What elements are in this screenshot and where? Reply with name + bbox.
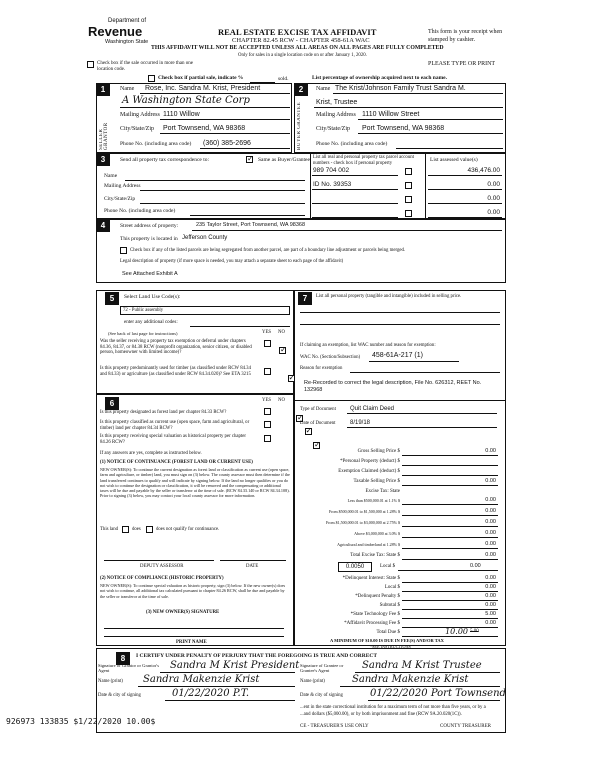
doc-type[interactable]: Quit Claim Deed	[350, 406, 395, 412]
parcel-line	[312, 217, 398, 218]
parcel-id[interactable]: ID No. 39353	[313, 181, 352, 188]
fee-row-value[interactable]: 0.00	[485, 593, 496, 599]
personal-property-line2[interactable]	[300, 324, 500, 325]
section-6-number: 6	[105, 397, 119, 410]
personal-property-checkbox[interactable]	[405, 168, 412, 175]
local-label: Local $	[380, 564, 396, 569]
treasurer-only: CE - TREASURER'S USE ONLY	[300, 724, 369, 729]
fee-row-line	[402, 600, 498, 601]
does-checkbox[interactable]	[122, 526, 129, 533]
s5-q1-yes[interactable]	[264, 340, 271, 347]
tax-row-value[interactable]: 0.00	[485, 552, 496, 558]
street-label: Street address of property:	[120, 223, 179, 229]
doc-date[interactable]: 8/19/18	[350, 420, 371, 426]
reason-text[interactable]: Re-Recorded to correct the legal description, File No. 626312, REET No. 132968	[304, 380, 482, 393]
s5-q2-yes[interactable]	[264, 368, 271, 375]
buyer-mail-line	[358, 119, 503, 120]
tax-row-line	[402, 475, 498, 476]
personal-property-checkbox[interactable]	[405, 196, 412, 203]
section-2-number: 2	[294, 83, 308, 96]
seller-city[interactable]: Port Townsend, WA 98368	[163, 125, 246, 132]
deputy-label: DEPUTY ASSESSOR	[140, 564, 184, 569]
perjury-line2: ...and dollars ($5,000.00), or by both imprisonment and fine (RCW 9A.20.020(1C)).	[300, 712, 462, 717]
s5-yes-header: YES	[262, 330, 272, 335]
grantor-print-name[interactable]: Sandra Makenzie Krist	[143, 674, 260, 685]
new-owner-sig-label: (3) NEW OWNER(S) SIGNATURE	[146, 610, 220, 615]
fee-row-value[interactable]: 0.00	[485, 602, 496, 608]
corr-city-label: City/State/Zip	[104, 196, 136, 202]
s6-q1-yes[interactable]	[264, 408, 271, 415]
fee-row-line	[402, 609, 498, 610]
seller-phone-line	[200, 148, 290, 149]
parcel-line	[312, 189, 398, 190]
personal-property-checkbox[interactable]	[405, 210, 412, 217]
section-4-number: 4	[96, 219, 110, 232]
grantee-print-name[interactable]: Sandra Makenzie Krist	[352, 674, 469, 685]
type-or-print: PLEASE TYPE OR PRINT	[428, 61, 496, 67]
seller-phone[interactable]: (360) 385-2696	[203, 140, 251, 147]
s6-q3: Is this property receiving special valuation as historical property per chapter 84.26 RCW?	[100, 434, 246, 445]
section-8-number: 8	[116, 652, 130, 665]
tax-row-line	[402, 485, 498, 486]
assessed-line	[428, 217, 502, 218]
seller-phone-label: Phone No. (including area code)	[120, 141, 192, 147]
receipt-note: This form is your receipt when stamped by cashier.	[428, 29, 503, 43]
notice1-body: NEW OWNER(S): To continue the current designation as forest land or classification as current use (open space, farm and agriculture, or timber) land, you must sign on (3) below. The county assessor must then determine if the land transferred continues to qualify and will indicate by signing below. If the land no longer qualifies or you do not wish to continue the designation or classification, it will be removed and the compensating or additional taxes will be due and payable by the seller or transferor at the time of sale. (RCW 84.33.140 or RCW 84.34.108). Prior to signing (3) below, you may contact your local county assessor for more information.	[100, 467, 290, 499]
section-3-number: 3	[96, 153, 110, 166]
grantee-date-city[interactable]: 01/22/2020 Port Townsend	[370, 688, 506, 699]
form-warning: THIS AFFIDAVIT WILL NOT BE ACCEPTED UNLESS ALL AREAS ON ALL PAGES ARE FULLY COMPLETED	[151, 45, 444, 51]
corr-divider2	[425, 153, 426, 219]
assessed-value[interactable]: 0.00	[487, 181, 500, 188]
tax-row-value[interactable]: 0.00	[485, 508, 496, 514]
address-line	[192, 230, 502, 231]
notice2-body: NEW OWNER(S): To continue special valuation as historic property, sign (3) below. If the new owner(s) does not wish to continue, all additional tax calculated pursuant to chapter 84.26 RCW, shall be due and payable by the seller or transferor at the time of sale.	[100, 583, 286, 599]
s5-q1-no[interactable]	[279, 347, 286, 354]
s6-q2-yes[interactable]	[264, 421, 271, 428]
seller-city-line	[160, 133, 290, 134]
only-for-note: Only for sales in a single location code on or after January 1, 2020.	[238, 53, 367, 58]
total-due[interactable]: 10.00	[445, 627, 468, 636]
personal-property-line1[interactable]	[300, 312, 500, 313]
buyer-name2-line	[314, 107, 503, 108]
deputy-date-line[interactable]	[220, 560, 286, 561]
legal-description[interactable]: See Attached Exhibit A	[122, 271, 178, 277]
correspondence-label: Send all property tax correspondence to:	[120, 157, 210, 163]
tax-row-label: From $500,000.01 to $1,500,000 at 1.28% $	[329, 509, 400, 514]
additional-codes-line[interactable]	[190, 326, 290, 327]
tax-row-value[interactable]: 0.00	[485, 519, 496, 525]
section-1-number: 1	[96, 83, 110, 96]
parcel-header: List all real and personal property tax parcel account numbers - check box if personal property	[313, 155, 414, 166]
doc-date-label: Date of Document	[300, 421, 336, 426]
s6-q3-yes[interactable]	[264, 435, 271, 442]
doc-type-line	[347, 413, 497, 414]
buyer-city-line	[358, 133, 503, 134]
personal-property-label: List all personal property (tangible and intangible) included in selling price.	[316, 294, 462, 299]
tax-row-line	[402, 548, 498, 549]
s5-q2: Is this property predominantly used for timber (as classified under RCW 84.34 and 84.33) or agriculture (as classified under RCW 84.34.020)? See ETA 3215	[100, 366, 251, 377]
s6-no-header: NO	[278, 398, 285, 403]
seller-mail-label: Mailing Address	[120, 112, 160, 118]
grantor-sig-label: Signature of Grantor or Grantor's Agent	[98, 663, 160, 673]
partial-sale-checkbox[interactable]	[148, 75, 155, 82]
section-7-number: 7	[298, 292, 312, 305]
parcel-id[interactable]: 989 704 002	[313, 167, 350, 174]
fee-row-label: *Delinquent Penalty $	[355, 594, 400, 599]
local-value[interactable]: 0.00	[470, 563, 481, 569]
seller-city-label: City/State/Zip	[120, 126, 154, 132]
partial-sale-label: Check box if partial sale, indicate %	[158, 75, 244, 81]
tax-row-line	[402, 559, 498, 560]
parcel-line	[312, 203, 398, 204]
tax-row-label: *Personal Property (deduct) $	[340, 459, 400, 464]
cashier-stamp: 926973 133835 $1/22/2020 10.00$	[6, 717, 156, 726]
personal-property-checkbox[interactable]	[405, 182, 412, 189]
corr-city-line[interactable]	[140, 203, 305, 204]
certify-text: I CERTIFY UNDER PENALTY OF PERJURY THAT THE FOREGOING IS TRUE AND CORRECT	[136, 653, 378, 659]
s6-q1: Is this property designated as forest land per chapter 84.33 RCW?	[100, 410, 227, 415]
grantee-sig-line	[355, 672, 500, 673]
legal-label: Legal description of property (if more space is needed, you may attach a separate sheet to each page of the affidavit)	[120, 259, 344, 264]
fee-row-label: Total Due $	[376, 630, 400, 635]
buyer-side-label: BUYER GRANTEE	[297, 101, 302, 150]
assessed-value[interactable]: 0.00	[487, 209, 500, 216]
buyer-name-label: Name	[316, 86, 331, 92]
tax-row-label: Taxable Selling Price $	[353, 479, 400, 484]
wac-line	[369, 361, 459, 362]
does-not-label: does not qualify for continuance.	[156, 527, 220, 532]
assessed-line	[428, 189, 502, 190]
buyer-phone-line	[396, 148, 503, 149]
tax-row-line	[402, 465, 498, 466]
tax-row-label: Excise Tax: State	[365, 489, 400, 494]
total-struck: 5.00	[470, 629, 479, 634]
buyer-mail-label: Mailing Address	[316, 112, 356, 118]
grantor-date-label: Date & city of signing	[98, 693, 141, 698]
same-as-buyer-label: Same as Buyer/Grantee	[258, 157, 310, 163]
multi-location-label: Check box if the sale occurred in more than one location code.	[97, 61, 193, 72]
grantee-date-label: Date & city of signing	[300, 693, 343, 698]
assessed-line	[428, 175, 502, 176]
corr-name-label: Name	[104, 173, 118, 179]
tax-row-label: Total Excise Tax: State $	[350, 553, 400, 558]
fee-row-label: Local $	[384, 585, 400, 590]
seller-mail[interactable]: 1110 Willow	[163, 111, 200, 118]
assessed-line	[428, 203, 502, 204]
fee-row-label: *State Technology Fee $	[350, 612, 400, 617]
see-instructions: *SEE INSTRUCTIONS	[370, 644, 411, 649]
grantee-sig-label: Signature of Grantee or Grantee's Agent	[300, 663, 344, 673]
tax-row-label: Gross Selling Price $	[357, 449, 400, 454]
see-back-note: (See back of last page for instructions)	[108, 331, 178, 336]
corr-mail-label: Mailing Address	[104, 183, 141, 189]
grantee-name-label: Name (print)	[300, 679, 325, 684]
buyer-name-line	[333, 93, 503, 94]
notice1-title: (1) NOTICE OF CONTINUANCE (FOREST LAND OR CURRENT USE)	[100, 460, 253, 465]
tax-row-value[interactable]: 0.00	[485, 478, 496, 484]
fee-row-label: Subtotal $	[379, 603, 400, 608]
dept-line1: Department of	[108, 18, 147, 24]
located-county[interactable]: Jefferson County	[182, 235, 228, 241]
multi-location-checkbox[interactable]	[87, 61, 94, 68]
buyer-city[interactable]: Port Townsend, WA 98368	[362, 125, 445, 132]
s6-if-any: If any answers are yes, complete as instructed below.	[100, 451, 202, 456]
does-label: does	[132, 527, 141, 532]
reason-label: Reason for exemption	[300, 366, 343, 371]
seller-mail-line	[160, 119, 290, 120]
wac-number[interactable]: 458-61A-217 (1)	[372, 352, 423, 359]
property-address[interactable]: 235 Taylor Street, Port Townsend, WA 98368	[196, 222, 306, 228]
fee-row-value[interactable]: 0.00	[485, 584, 496, 590]
seller-name-line	[140, 93, 290, 94]
print-name-label: PRINT NAME	[176, 640, 207, 645]
seller-name2[interactable]: A Washington State Corp	[122, 95, 250, 106]
seller-side-label: SELLER GRANTOR	[99, 122, 109, 150]
tax-row-line	[402, 526, 498, 527]
deputy-date-label: DATE	[246, 564, 259, 569]
assessed-header: List assessed value(s)	[430, 157, 478, 163]
notice2-title: (2) NOTICE OF COMPLIANCE (HISTORIC PROPERTY)	[100, 576, 224, 581]
fee-row-line	[402, 618, 498, 619]
tax-row-line	[402, 455, 498, 456]
buyer-phone-label: Phone No. (including area code)	[316, 141, 388, 147]
s5-q1: Was the seller receiving a property tax exemption or deferral under chapters 84.36, 84.37, or 84.38 RCW (nonprofit organization, senior citizen, or disabled person, homeowner with limited income)?	[100, 339, 252, 356]
seller-name2-line	[120, 107, 290, 108]
local-rate[interactable]: 0.0050	[338, 562, 372, 572]
section-5-number: 5	[105, 292, 119, 305]
doc-type-label: Type of Document	[300, 407, 336, 412]
corr-phone-line[interactable]	[190, 215, 305, 216]
reason-line	[350, 372, 500, 373]
dept-logo: Revenue	[88, 24, 143, 39]
located-label: This property is located in	[120, 236, 178, 242]
new-owner-sig-line[interactable]	[104, 628, 284, 629]
s7-divider	[294, 400, 506, 401]
print-name-line[interactable]	[104, 636, 284, 637]
s6-yes-header: YES	[262, 398, 272, 403]
fee-row-line	[402, 582, 498, 583]
grantee-name-line	[340, 686, 500, 687]
tax-row-value[interactable]: 0.00	[485, 497, 496, 503]
same-as-buyer-checkbox[interactable]	[246, 156, 253, 163]
buyer-name[interactable]: The Krist/Johnson Family Trust Sandra M.	[335, 85, 466, 92]
tax-row-value[interactable]: 0.00	[485, 448, 496, 454]
tax-row-line	[402, 515, 498, 516]
buyer-mail[interactable]: 1110 Willow Street	[362, 111, 420, 118]
segregated-label: Check box if any of the listed parcels are being segregated from another parcel, are part of a boundary line adjustment or parcels being merged.	[130, 248, 406, 253]
fee-row-value[interactable]: 0.00	[485, 620, 496, 626]
fee-row-line	[402, 636, 498, 637]
local-line	[398, 570, 498, 571]
fee-row-line	[402, 591, 498, 592]
grantee-signature[interactable]: Sandra M Krist Trustee	[362, 660, 482, 671]
tax-row-label: Less than $500,000.01 at 1.1% $	[347, 498, 400, 503]
tax-row-line	[402, 537, 498, 538]
grantor-sig-line	[160, 672, 295, 673]
parcel-line	[312, 175, 398, 176]
county-treasurer: COUNTY TREASURER	[440, 724, 491, 729]
grantor-name-label: Name (print)	[98, 679, 123, 684]
deputy-line[interactable]	[104, 560, 214, 561]
sold-label: sold.	[278, 76, 289, 82]
buyer-name2[interactable]: Krist, Trustee	[316, 99, 358, 106]
grantor-date-line	[165, 700, 295, 701]
seller-name[interactable]: Rose, Inc. Sandra M. Krist, President	[145, 85, 261, 92]
this-land-label: This land	[100, 527, 118, 532]
tax-row-label: Above $3,000,000 at 3.0% $	[354, 531, 400, 536]
tax-row-label: From $1,500,000.01 to $3,000,000 at 2.75% $	[326, 520, 400, 525]
does-not-checkbox[interactable]	[146, 526, 153, 533]
form-chapter: CHAPTER 82.45 RCW - CHAPTER 458-61A WAC	[232, 37, 370, 44]
corr-phone-label: Phone No. (including area code)	[104, 208, 176, 214]
corr-mail-line[interactable]	[140, 190, 305, 191]
fee-row-value[interactable]: 0.00	[485, 575, 496, 581]
land-use-label: Select Land Use Code(s):	[124, 294, 181, 300]
doc-date-line	[347, 427, 497, 428]
perjury-line1: ...ent in the state correctional institution for a maximum term of not more than five years, or by a	[300, 705, 486, 710]
land-use-select[interactable]: 72 - Public assembly	[120, 306, 290, 315]
tax-row-value[interactable]: 0.00	[485, 530, 496, 536]
fee-row-label: *Affidavit Processing Fee $	[344, 621, 400, 626]
wac-label: WAC No. (Section/Subsection)	[300, 355, 361, 360]
segregated-checkbox[interactable]	[120, 247, 127, 254]
grantor-name-line	[138, 686, 295, 687]
ownership-note: List percentage of ownership acquired next to each name.	[312, 75, 447, 81]
tax-row-value[interactable]: 0.00	[485, 541, 496, 547]
exempt-text: If claiming an exemption, list WAC number and reason for exemption:	[300, 343, 436, 348]
corr-name-line[interactable]	[125, 180, 305, 181]
tax-row-line	[402, 504, 498, 505]
seller-name-label: Name	[120, 86, 135, 92]
tax-row-label: Agricultural and timberland at 1.28% $	[337, 542, 400, 547]
additional-codes-label: enter any additional codes:	[124, 320, 178, 325]
fee-row-label: *Delinquent Interest: State $	[342, 576, 400, 581]
fee-row-value[interactable]: 5.00	[485, 611, 496, 617]
s5-no-header: NO	[278, 330, 285, 335]
grantor-date-city[interactable]: 01/22/2020 P.T.	[172, 688, 250, 699]
section6-box	[96, 394, 294, 646]
form-title: REAL ESTATE EXCISE TAX AFFIDAVIT	[218, 27, 377, 37]
grantee-date-line	[368, 700, 500, 701]
tax-row-label: Exemption Claimed (deduct) $	[338, 469, 400, 474]
minimum-note: A MINIMUM OF $10.00 IS DUE IN FEE(S) AND/OR TAX	[330, 638, 444, 643]
grantor-signature[interactable]: Sandra M Krist President	[170, 660, 300, 671]
s6-q2: Is this property classified as current use (open space, farm and agricultural, or timber) land per chapter 84.34 RCW?	[100, 420, 250, 431]
assessed-value[interactable]: 0.00	[487, 195, 500, 202]
assessed-value[interactable]: 436,476.00	[467, 167, 500, 174]
corr-divider	[310, 153, 311, 219]
dept-line3: Washington State	[105, 39, 149, 45]
buyer-city-label: City/State/Zip	[316, 126, 350, 132]
